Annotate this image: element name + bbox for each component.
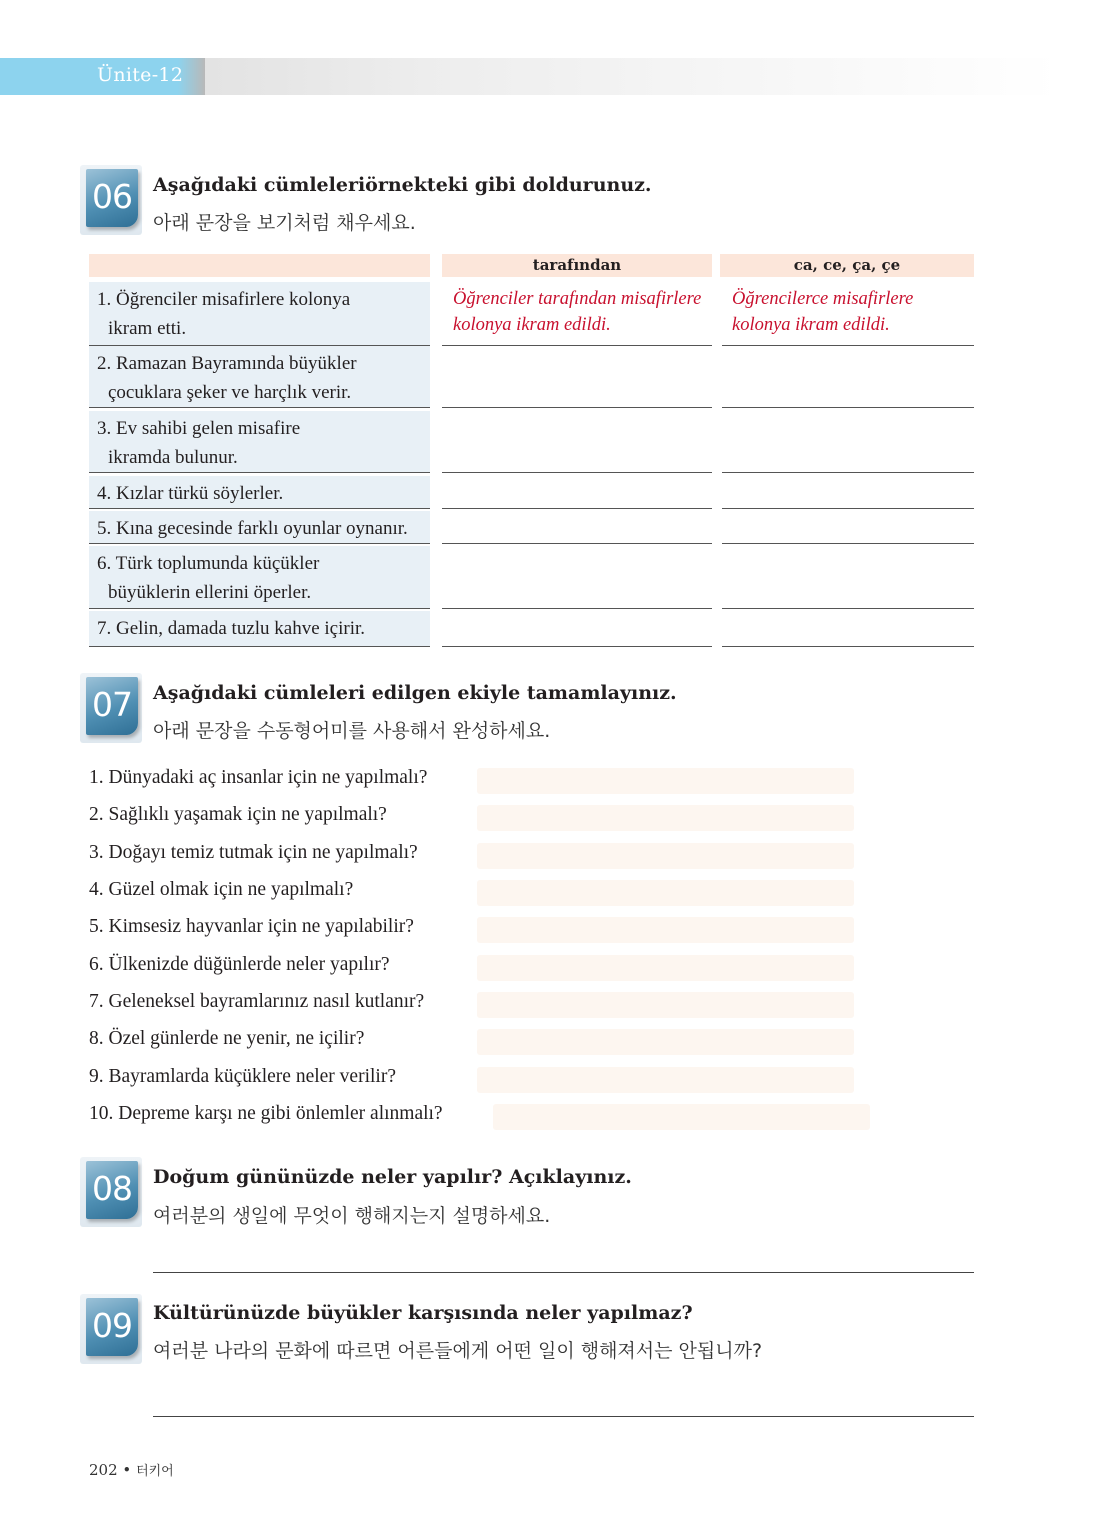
writing-line[interactable] — [153, 1272, 974, 1273]
question-item: 1. Dünyadaki aç insanlar için ne yapılmalı? — [89, 767, 428, 788]
answer-line[interactable] — [442, 472, 712, 473]
question-item: 10. Depreme karşı ne gibi önlemler alınmalı? — [89, 1103, 443, 1124]
question-item: 5. Kimsesiz hayvanlar için ne yapılabilir? — [89, 916, 414, 937]
table-header-tarafindan: tarafından — [442, 254, 712, 277]
table-header-ca-ce: ca, ce, ça, çe — [720, 254, 974, 277]
exercise-subtitle: 여러분 나라의 문화에 따르면 어른들에게 어떤 일이 행해져서는 안됩니까? — [153, 1340, 763, 1362]
exercise-badge-06 — [80, 165, 142, 235]
exercise-title: Kültürünüzde büyükler karşısında neler yapılmaz? — [153, 1302, 693, 1324]
question-item: 7. Geleneksel bayramlarınız nasıl kutlanır? — [89, 991, 425, 1012]
question-item: 9. Bayramlarda küçüklere neler verilir? — [89, 1066, 396, 1087]
example-answer-ca-ce: Öğrencilerce misafirlere kolonya ikram edildi. — [732, 289, 914, 335]
exercise-number: 06 — [92, 177, 132, 216]
answer-line[interactable] — [722, 508, 974, 509]
question-item: 4. Güzel olmak için ne yapılmalı? — [89, 879, 354, 900]
answer-box[interactable] — [477, 955, 854, 981]
answer-box[interactable] — [477, 805, 854, 831]
exercise-badge-09 — [80, 1294, 142, 1364]
answer-box[interactable] — [477, 843, 854, 869]
answer-box[interactable] — [477, 880, 854, 906]
answer-box[interactable] — [493, 1104, 870, 1130]
exercise-number: 09 — [92, 1306, 132, 1345]
exercise-title: Doğum gününüzde neler yapılır? Açıklayınız. — [153, 1166, 632, 1188]
answer-box[interactable] — [477, 992, 854, 1018]
exercise-subtitle: 아래 문장을 보기처럼 채우세요. — [153, 212, 416, 234]
exercise-title: Aşağıdaki cümleleri edilgen ekiyle tamamlayınız. — [153, 682, 677, 704]
answer-box[interactable] — [477, 1029, 854, 1055]
book-title: 터키어 — [136, 1464, 174, 1479]
answer-line[interactable] — [442, 646, 712, 647]
table-header-sentence — [89, 254, 430, 277]
page-footer — [89, 1460, 174, 1479]
table-row: 1. Öğrenciler misafirlere kolonya ikram etti. — [89, 282, 430, 346]
table-row: 3. Ev sahibi gelen misafire ikramda bulunur. — [89, 411, 430, 473]
answer-line[interactable] — [442, 543, 712, 544]
exercise-subtitle: 여러분의 생일에 무엇이 행해지는지 설명하세요. — [153, 1205, 551, 1227]
answer-line[interactable] — [722, 543, 974, 544]
question-item: 8. Özel günlerde ne yenir, ne içilir? — [89, 1028, 365, 1049]
page-number: 202 — [89, 1461, 118, 1479]
example-answer-tarafindan: Öğrenciler tarafından misafirlere kolonya ikram edildi. — [453, 289, 702, 335]
answer-line[interactable] — [442, 608, 712, 609]
answer-line[interactable] — [722, 345, 974, 346]
answer-box[interactable] — [477, 917, 854, 943]
question-item: 2. Sağlıklı yaşamak için ne yapılmalı? — [89, 804, 387, 825]
exercise-title: Aşağıdaki cümleleriörnekteki gibi doldurunuz. — [153, 174, 652, 196]
exercise-badge-08 — [80, 1157, 142, 1227]
footer-separator: • — [122, 1461, 132, 1479]
answer-line[interactable] — [442, 407, 712, 408]
answer-line[interactable] — [722, 608, 974, 609]
table-row: 6. Türk toplumunda küçükler büyüklerin ellerini öperler. — [89, 546, 430, 609]
question-item: 3. Doğayı temiz tutmak için ne yapılmalı? — [89, 842, 418, 863]
exercise-number: 08 — [92, 1169, 132, 1208]
answer-line[interactable] — [442, 508, 712, 509]
answer-line[interactable] — [722, 407, 974, 408]
unit-label: Ünite-12 — [97, 64, 184, 86]
table-row: 2. Ramazan Bayramında büyükler çocuklara şeker ve harçlık verir. — [89, 346, 430, 408]
exercise-badge-07 — [80, 673, 142, 743]
exercise-subtitle: 아래 문장을 수동형어미를 사용해서 완성하세요. — [153, 720, 551, 742]
table-row: 4. Kızlar türkü söylerler. — [89, 476, 430, 509]
table-row: 7. Gelin, damada tuzlu kahve içirir. — [89, 611, 430, 647]
answer-box[interactable] — [477, 1067, 854, 1093]
answer-line[interactable] — [442, 345, 712, 346]
table-row: 5. Kına gecesinde farklı oyunlar oynanır. — [89, 511, 430, 544]
question-item: 6. Ülkenizde düğünlerde neler yapılır? — [89, 954, 390, 975]
writing-line[interactable] — [153, 1416, 974, 1417]
exercise-number: 07 — [92, 685, 132, 724]
answer-box[interactable] — [477, 768, 854, 794]
answer-line[interactable] — [722, 472, 974, 473]
answer-line[interactable] — [722, 646, 974, 647]
